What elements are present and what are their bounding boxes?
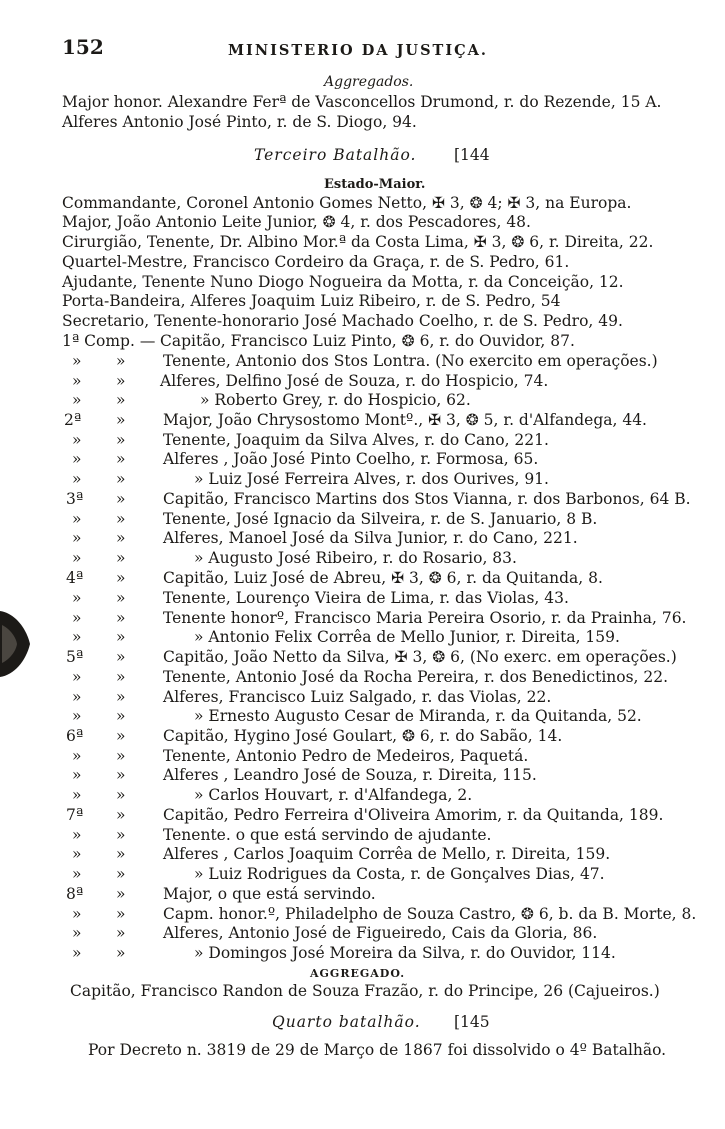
company-entry: » Luiz Rodrigues da Costa, r. de Gonçalves Dias, 47.	[194, 865, 605, 883]
company-marker: »	[72, 549, 82, 567]
company-ditto: »	[116, 431, 126, 449]
aggregados-line-2: Alferes Antonio José Pinto, r. de S. Diogo, 94.	[62, 113, 417, 131]
company-marker: »	[72, 589, 82, 607]
company-entry: Alferes , Carlos Joaquim Corrêa de Mello, r. Direita, 159.	[163, 845, 611, 863]
company-ditto: »	[116, 924, 126, 942]
company-ditto: »	[116, 944, 126, 962]
company-entry: Capitão, Hygino José Goulart, ❂ 6, r. do Sabão, 14.	[163, 727, 563, 745]
battalion-3-title: Terceiro Batalhão.	[254, 146, 417, 164]
company-ditto: »	[116, 609, 126, 627]
company-marker: »	[72, 609, 82, 627]
company-entry: » Ernesto Augusto Cesar de Miranda, r. da Quitanda, 52.	[194, 707, 642, 725]
company-marker: »	[72, 826, 82, 844]
company-marker: »	[72, 450, 82, 468]
company-marker: »	[72, 470, 82, 488]
battalion-4-number: [145	[454, 1013, 490, 1031]
company-ditto: »	[116, 470, 126, 488]
company-entry: Capitão, Francisco Martins dos Stos Vianna, r. dos Barbonos, 64 B.	[163, 490, 691, 508]
company-entry: Tenente, Antonio Pedro de Medeiros, Paquetá.	[163, 747, 529, 765]
company-marker: »	[72, 747, 82, 765]
decree-line: Por Decreto n. 3819 de 29 de Março de 1867 foi dissolvido o 4º Batalhão.	[88, 1041, 667, 1059]
aggregated-heading: AGGREGADO.	[310, 967, 406, 980]
company-marker: »	[72, 766, 82, 784]
company-ditto: »	[116, 885, 126, 903]
staff-line: Commandante, Coronel Antonio Gomes Netto, ✠ 3, ❂ 4; ✠ 3, na Europa.	[62, 194, 632, 212]
company-marker: »	[72, 510, 82, 528]
aggregated-line: Capitão, Francisco Randon de Souza Frazão, r. do Principe, 26 (Cajueiros.)	[70, 982, 660, 1000]
company-entry: Alferes, Manoel José da Silva Junior, r. do Cano, 221.	[163, 529, 578, 547]
page-header-title: MINISTERIO DA JUSTIÇA.	[228, 42, 488, 59]
company-marker: 4ª	[66, 569, 84, 587]
battalion-4-title: Quarto batalhão.	[272, 1013, 421, 1031]
scan-smudge-mark	[0, 605, 38, 683]
company-entry: » Augusto José Ribeiro, r. do Rosario, 83.	[194, 549, 517, 567]
company-marker: »	[72, 431, 82, 449]
staff-line: Cirurgião, Tenente, Dr. Albino Mor.ª da Costa Lima, ✠ 3, ❂ 6, r. Direita, 22.	[62, 233, 654, 251]
company-marker: »	[72, 391, 82, 409]
company-ditto: »	[116, 707, 126, 725]
company-entry: Alferes, Antonio José de Figueiredo, Cais da Gloria, 86.	[163, 924, 598, 942]
company-entry: Alferes , Leandro José de Souza, r. Direita, 115.	[163, 766, 537, 784]
company-entry: » Luiz José Ferreira Alves, r. dos Ourives, 91.	[194, 470, 549, 488]
company-entry: Tenente, Antonio dos Stos Lontra. (No exercito em operações.)	[163, 352, 658, 370]
company-entry: Capitão, Luiz José de Abreu, ✠ 3, ❂ 6, r. da Quitanda, 8.	[163, 569, 603, 587]
staff-heading: Estado-Maior.	[324, 177, 426, 192]
company-marker: 1ª Comp. —	[62, 332, 156, 350]
company-ditto: »	[116, 372, 126, 390]
company-marker: »	[72, 529, 82, 547]
company-entry: Capitão, Francisco Luiz Pinto, ❂ 6, r. do Ouvidor, 87.	[160, 332, 575, 350]
staff-line: Secretario, Tenente-honorario José Machado Coelho, r. de S. Pedro, 49.	[62, 312, 623, 330]
company-marker: »	[72, 845, 82, 863]
company-entry: Tenente. o que está servindo de ajudante.	[163, 826, 492, 844]
company-ditto: »	[116, 786, 126, 804]
company-marker: »	[72, 372, 82, 390]
company-entry: Tenente honorº, Francisco Maria Pereira Osorio, r. da Prainha, 76.	[163, 609, 687, 627]
aggregados-line-1: Major honor. Alexandre Ferª de Vasconcellos Drumond, r. do Rezende, 15 A.	[62, 93, 662, 111]
company-ditto: »	[116, 865, 126, 883]
company-entry: Tenente, Lourenço Vieira de Lima, r. das Violas, 43.	[163, 589, 569, 607]
company-ditto: »	[116, 569, 126, 587]
staff-line: Porta-Bandeira, Alferes Joaquim Luiz Ribeiro, r. de S. Pedro, 54	[62, 292, 561, 310]
company-marker: 2ª	[64, 411, 82, 429]
company-entry: Tenente, Joaquim da Silva Alves, r. do Cano, 221.	[163, 431, 549, 449]
company-ditto: »	[116, 450, 126, 468]
company-entry: Alferes , João José Pinto Coelho, r. Formosa, 65.	[163, 450, 539, 468]
company-entry: Tenente, Antonio José da Rocha Pereira, r. dos Benedictinos, 22.	[163, 668, 669, 686]
company-ditto: »	[116, 826, 126, 844]
page-number: 152	[62, 35, 104, 59]
company-ditto: »	[116, 766, 126, 784]
company-ditto: »	[116, 490, 126, 508]
company-entry: Capitão, Pedro Ferreira d'Oliveira Amorim, r. da Quitanda, 189.	[163, 806, 664, 824]
company-ditto: »	[116, 549, 126, 567]
company-ditto: »	[116, 589, 126, 607]
company-ditto: »	[116, 391, 126, 409]
company-ditto: »	[116, 628, 126, 646]
company-marker: »	[72, 786, 82, 804]
company-entry: » Domingos José Moreira da Silva, r. do Ouvidor, 114.	[194, 944, 616, 962]
staff-line: Major, João Antonio Leite Junior, ❂ 4, r. dos Pescadores, 48.	[62, 213, 531, 231]
staff-line: Ajudante, Tenente Nuno Diogo Nogueira da Motta, r. da Conceição, 12.	[62, 273, 624, 291]
company-marker: 6ª	[66, 727, 84, 745]
company-entry: » Antonio Felix Corrêa de Mello Junior, r. Direita, 159.	[194, 628, 620, 646]
company-entry: » Roberto Grey, r. do Hospicio, 62.	[200, 391, 471, 409]
company-ditto: »	[116, 727, 126, 745]
company-marker: »	[72, 352, 82, 370]
company-ditto: »	[116, 668, 126, 686]
company-ditto: »	[116, 747, 126, 765]
aggregados-heading: Aggregados.	[324, 74, 414, 90]
company-entry: Capitão, João Netto da Silva, ✠ 3, ❂ 6, (No exerc. em operações.)	[163, 648, 677, 666]
company-ditto: »	[116, 352, 126, 370]
company-ditto: »	[116, 905, 126, 923]
company-ditto: »	[116, 510, 126, 528]
company-entry: Alferes, Francisco Luiz Salgado, r. das Violas, 22.	[163, 688, 552, 706]
company-ditto: »	[116, 411, 126, 429]
company-entry: Capm. honor.º, Philadelpho de Souza Castro, ❂ 6, b. da B. Morte, 8.	[163, 905, 697, 923]
staff-line: Quartel-Mestre, Francisco Cordeiro da Graça, r. de S. Pedro, 61.	[62, 253, 570, 271]
company-marker: »	[72, 668, 82, 686]
company-marker: »	[72, 924, 82, 942]
company-ditto: »	[116, 845, 126, 863]
company-marker: »	[72, 707, 82, 725]
company-ditto: »	[116, 529, 126, 547]
company-marker: 5ª	[66, 648, 84, 666]
company-marker: 8ª	[66, 885, 84, 903]
battalion-3-number: [144	[454, 146, 490, 164]
company-marker: »	[72, 688, 82, 706]
company-ditto: »	[116, 688, 126, 706]
company-marker: 3ª	[66, 490, 84, 508]
company-entry: Major, João Chrysostomo Montº., ✠ 3, ❂ 5, r. d'Alfandega, 44.	[163, 411, 647, 429]
company-marker: »	[72, 944, 82, 962]
company-marker: »	[72, 905, 82, 923]
company-entry: Major, o que está servindo.	[163, 885, 376, 903]
company-entry: Alferes, Delfino José de Souza, r. do Hospicio, 74.	[160, 372, 549, 390]
company-ditto: »	[116, 806, 126, 824]
company-marker: »	[72, 628, 82, 646]
company-entry: Tenente, José Ignacio da Silveira, r. de S. Januario, 8 B.	[163, 510, 598, 528]
company-ditto: »	[116, 648, 126, 666]
company-marker: 7ª	[66, 806, 84, 824]
company-entry: » Carlos Houvart, r. d'Alfandega, 2.	[194, 786, 473, 804]
company-marker: »	[72, 865, 82, 883]
